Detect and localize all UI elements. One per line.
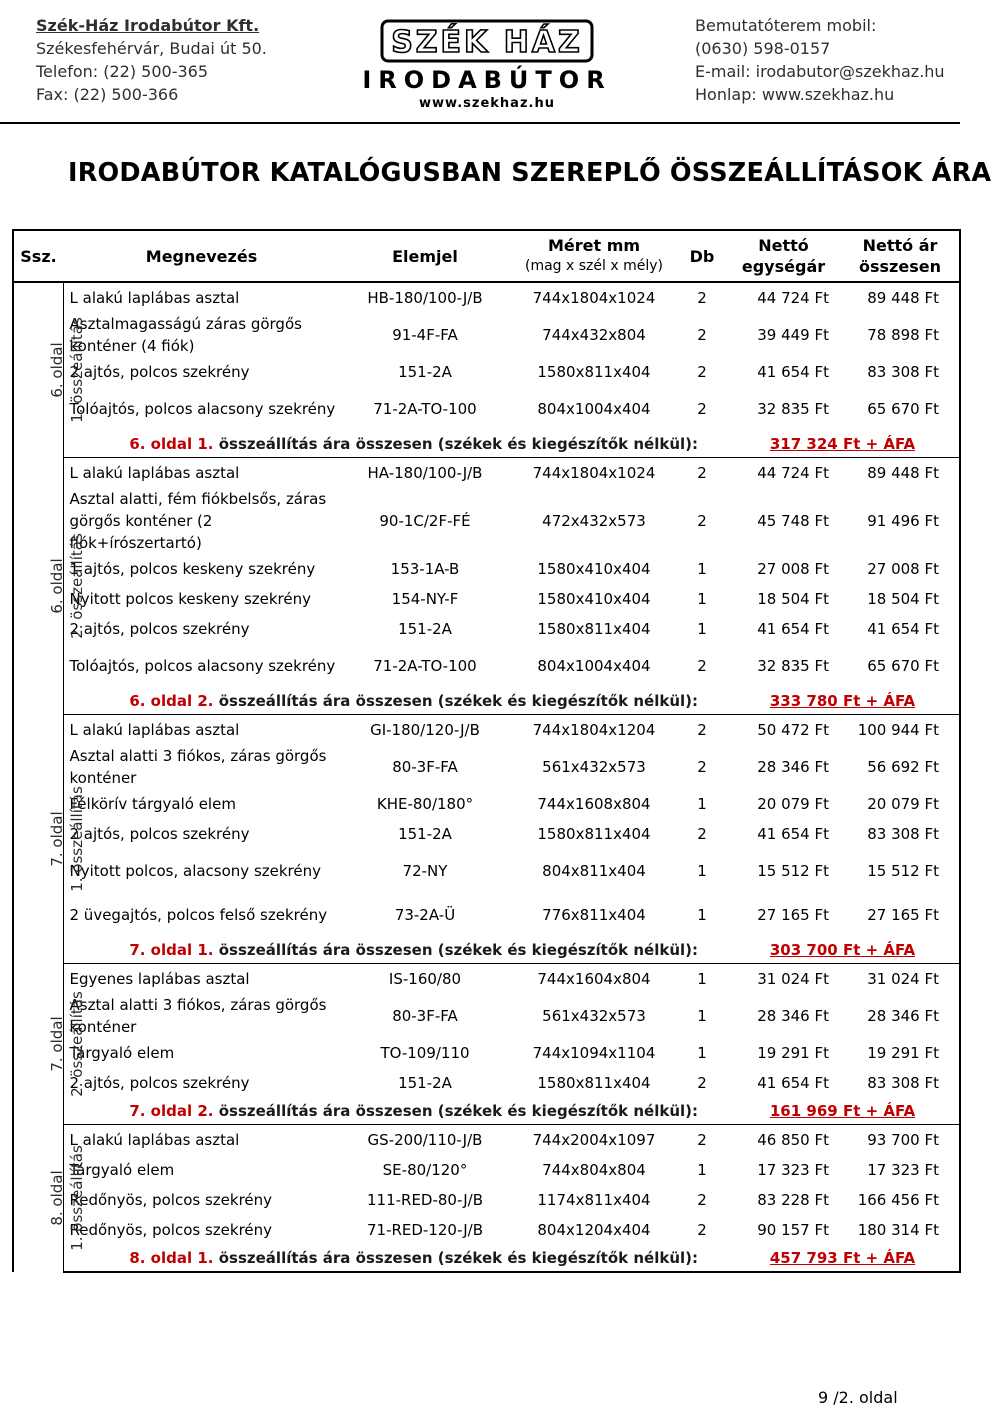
item-unit-price: 50 472 Ft <box>757 721 829 739</box>
section-set: 1. összeállítás <box>67 786 86 892</box>
section-label-text <box>47 991 87 1097</box>
item-total-price: 89 448 Ft <box>841 458 960 489</box>
item-name: Tolóajtós, polcos alacsony szekrény <box>69 657 336 675</box>
col-header-qty: Db <box>678 230 726 282</box>
section-set: 2. összeállítás <box>67 533 86 639</box>
item-qty: 2 <box>697 758 707 776</box>
item-unit-price: 27 165 Ft <box>757 906 829 924</box>
section-label-text <box>47 786 87 892</box>
col-header-code: Elemjel <box>340 230 510 282</box>
item-unit-price: 28 346 Ft <box>757 1007 829 1025</box>
item-total-price: 89 448 Ft <box>841 282 960 313</box>
item-size: 744x2004x1097 <box>532 1131 656 1149</box>
item-qty: 1 <box>697 862 707 880</box>
logo-url-text: www.szekhaz.hu <box>419 96 555 111</box>
item-code: 71-RED-120-J/B <box>366 1221 483 1239</box>
item-code: 71-2A-TO-100 <box>373 657 477 675</box>
item-unit-price: 44 724 Ft <box>757 464 829 482</box>
subtotal-row <box>13 431 960 458</box>
item-code: 71-2A-TO-100 <box>373 400 477 418</box>
section-set: 1. összeállítás <box>67 1145 86 1252</box>
item-code: 151-2A <box>398 825 452 843</box>
col-header-unit-line1: Nettó <box>758 236 809 255</box>
item-qty: 2 <box>697 1074 707 1092</box>
table-row <box>13 554 960 584</box>
subtotal-row <box>13 937 960 964</box>
item-code: 80-3F-FA <box>392 1007 458 1025</box>
subtotal-value: 303 700 Ft + ÁFA <box>726 937 960 964</box>
table-row <box>13 789 960 819</box>
item-total-price: 100 944 Ft <box>841 715 960 746</box>
item-size: 1580x410x404 <box>537 590 651 608</box>
subtotal-value: 317 324 Ft + ÁFA <box>726 431 960 458</box>
table-row <box>13 387 960 431</box>
subtotal-page-ref: 8. oldal 1. <box>129 1249 214 1267</box>
subtotal-page-ref: 7. oldal 1. <box>129 941 214 959</box>
item-name: 2 ajtós, polcos szekrény <box>69 363 250 381</box>
item-qty: 2 <box>697 1221 707 1239</box>
section-page: 6. oldal <box>47 558 66 614</box>
section-page: 8. oldal <box>47 1170 66 1226</box>
item-size: 804x1204x404 <box>537 1221 651 1239</box>
subtotal-page-ref: 6. oldal 2. <box>129 692 214 710</box>
item-name: Asztal alatti, fém fiókbelsős, záras görgős konténer (2 fiók+írószertartó) <box>69 490 327 552</box>
item-unit-price: 17 323 Ft <box>757 1161 829 1179</box>
item-name: 2 ajtós, polcos szekrény <box>69 1074 250 1092</box>
section-set: 1. összeállítás <box>67 317 86 424</box>
table-row <box>13 1125 960 1156</box>
item-name: Tárgyaló elem <box>69 1044 175 1062</box>
subtotal-page-ref: 6. oldal 1. <box>129 435 214 453</box>
item-code: KHE-80/180° <box>376 795 474 813</box>
item-total-price: 41 654 Ft <box>841 614 960 644</box>
item-size: 804x1004x404 <box>537 657 651 675</box>
item-name: L alakú laplábas asztal <box>69 721 240 739</box>
item-name: L alakú laplábas asztal <box>69 1131 240 1149</box>
col-header-size-sub: (mag x szél x mély) <box>525 258 663 274</box>
item-qty: 2 <box>697 825 707 843</box>
item-total-price: 83 308 Ft <box>841 819 960 849</box>
col-header-name: Megnevezés <box>63 230 340 282</box>
item-name: Asztal alatti 3 fiókos, záras görgős konténer <box>69 747 327 787</box>
section-page: 6. oldal <box>47 342 66 398</box>
subtotal-value: 161 969 Ft + ÁFA <box>726 1098 960 1125</box>
item-code: 151-2A <box>398 620 452 638</box>
subtotal-value: 333 780 Ft + ÁFA <box>726 688 960 715</box>
showroom-label: Bemutatóterem mobil: <box>695 16 877 35</box>
item-total-price: 65 670 Ft <box>841 387 960 431</box>
subtotal-label <box>63 1098 726 1125</box>
showroom-mobile: (0630) 598-0157 <box>695 39 831 58</box>
item-total-price: 56 692 Ft <box>841 745 960 789</box>
item-qty: 1 <box>697 1044 707 1062</box>
item-code: GI-180/120-J/B <box>370 721 480 739</box>
item-total-price: 180 314 Ft <box>841 1215 960 1245</box>
item-name: Nyitott polcos keskeny szekrény <box>69 590 312 608</box>
item-qty: 2 <box>697 657 707 675</box>
table-row <box>13 614 960 644</box>
item-total-price: 78 898 Ft <box>841 313 960 357</box>
item-total-price: 83 308 Ft <box>841 357 960 387</box>
item-size: 1580x811x404 <box>537 825 651 843</box>
item-total-price: 31 024 Ft <box>841 964 960 995</box>
section-page: 7. oldal <box>47 1016 66 1072</box>
item-unit-price: 27 008 Ft <box>757 560 829 578</box>
item-code: HA-180/100-J/B <box>367 464 483 482</box>
item-name: Félkörív tárgyaló elem <box>69 795 236 813</box>
subtotal-text: összeállítás ára összesen (székek és kiegészítők nélkül): <box>218 692 698 710</box>
item-qty: 2 <box>697 1191 707 1209</box>
item-total-price: 27 165 Ft <box>841 893 960 937</box>
item-size: 744x1094x1104 <box>532 1044 656 1062</box>
table-row <box>13 1215 960 1245</box>
item-unit-price: 32 835 Ft <box>757 657 829 675</box>
item-qty: 2 <box>697 512 707 530</box>
item-unit-price: 39 449 Ft <box>757 326 829 344</box>
item-unit-price: 32 835 Ft <box>757 400 829 418</box>
item-size: 1580x410x404 <box>537 560 651 578</box>
table-body <box>13 282 960 1272</box>
item-size: 776x811x404 <box>542 906 646 924</box>
table-header-row <box>13 230 960 282</box>
section-label <box>13 458 86 715</box>
item-unit-price: 41 654 Ft <box>757 620 829 638</box>
subtotal-text: összeállítás ára összesen (székek és kiegészítők nélkül): <box>218 1102 698 1120</box>
price-table <box>12 229 961 1273</box>
item-unit-price: 45 748 Ft <box>757 512 829 530</box>
subtotal-text: összeállítás ára összesen (székek és kiegészítők nélkül): <box>218 1249 698 1267</box>
item-qty: 2 <box>697 363 707 381</box>
subtotal-label <box>63 1245 726 1272</box>
item-size: 1580x811x404 <box>537 1074 651 1092</box>
col-header-size <box>510 230 678 282</box>
table-row <box>13 584 960 614</box>
company-fax: Fax: (22) 500-366 <box>36 85 179 104</box>
item-total-price: 91 496 Ft <box>841 488 960 554</box>
section-label <box>13 282 86 458</box>
subtotal-label <box>63 937 726 964</box>
item-qty: 2 <box>697 1131 707 1149</box>
company-phone: Telefon: (22) 500-365 <box>36 62 209 81</box>
item-total-price: 15 512 Ft <box>841 849 960 893</box>
item-size: 744x1804x1204 <box>532 721 656 739</box>
item-name: Egyenes laplábas asztal <box>69 970 250 988</box>
item-code: HB-180/100-J/B <box>367 289 483 307</box>
table-row <box>13 964 960 995</box>
item-unit-price: 18 504 Ft <box>757 590 829 608</box>
item-size: 744x1804x1024 <box>532 464 656 482</box>
table-row <box>13 819 960 849</box>
subtotal-text: összeállítás ára összesen (székek és kiegészítők nélkül): <box>218 941 698 959</box>
item-code: 91-4F-FA <box>392 326 458 344</box>
table-row <box>13 745 960 789</box>
col-header-size-main: Méret mm <box>547 236 641 255</box>
item-total-price: 93 700 Ft <box>841 1125 960 1156</box>
item-code: 80-3F-FA <box>392 758 458 776</box>
item-qty: 1 <box>697 620 707 638</box>
section-set: 2. összeállítás <box>67 991 86 1097</box>
table-row <box>13 458 960 489</box>
item-name: Nyitott polcos, alacsony szekrény <box>69 862 321 880</box>
section-label <box>13 1125 86 1273</box>
page-number: 9 /2. oldal <box>818 1388 898 1407</box>
item-qty: 1 <box>697 906 707 924</box>
item-unit-price: 90 157 Ft <box>757 1221 829 1239</box>
item-qty: 1 <box>697 795 707 813</box>
showroom-website: Honlap: www.szekhaz.hu <box>695 85 895 104</box>
table-row <box>13 1185 960 1215</box>
item-unit-price: 31 024 Ft <box>757 970 829 988</box>
item-total-price: 18 504 Ft <box>841 584 960 614</box>
item-unit-price: 28 346 Ft <box>757 758 829 776</box>
table-row <box>13 893 960 937</box>
col-header-ssz: Ssz. <box>13 230 63 282</box>
item-size: 561x432x573 <box>542 1007 646 1025</box>
item-code: 72-NY <box>402 862 448 880</box>
letterhead <box>0 0 960 124</box>
item-code: SE-80/120° <box>382 1161 468 1179</box>
subtotal-row <box>13 1245 960 1272</box>
item-size: 744x432x804 <box>542 326 646 344</box>
col-header-total-price <box>841 230 960 282</box>
item-name: Redőnyös, polcos szekrény <box>69 1191 273 1209</box>
subtotal-text: összeállítás ára összesen (székek és kiegészítők nélkül): <box>218 435 698 453</box>
page-title: IRODABÚTOR KATALÓGUSBAN SZEREPLŐ ÖSSZEÁLLÍTÁSOK ÁRA <box>68 158 991 188</box>
item-name: Tolóajtós, polcos alacsony szekrény <box>69 400 336 418</box>
table-row <box>13 313 960 357</box>
table-row <box>13 282 960 313</box>
section-label-text <box>47 533 87 639</box>
item-qty: 1 <box>697 560 707 578</box>
item-name: L alakú laplábas asztal <box>69 464 240 482</box>
item-code: 90-1C/2F-FÉ <box>379 512 471 530</box>
item-total-price: 83 308 Ft <box>841 1068 960 1098</box>
item-code: 153-1A-B <box>390 560 460 578</box>
section-page: 7. oldal <box>47 811 66 867</box>
item-code: IS-160/80 <box>388 970 462 988</box>
item-qty: 1 <box>697 970 707 988</box>
item-total-price: 19 291 Ft <box>841 1038 960 1068</box>
showroom-email: E-mail: irodabutor@szekhaz.hu <box>695 62 945 81</box>
logo-top-text: SZÉK HÁZ <box>391 25 583 60</box>
item-unit-price: 41 654 Ft <box>757 363 829 381</box>
col-header-unit-line2: egységár <box>741 257 826 276</box>
item-qty: 2 <box>697 464 707 482</box>
item-name: 1 ajtós, polcos keskeny szekrény <box>69 560 316 578</box>
table-row <box>13 849 960 893</box>
col-header-total-line2: összesen <box>859 257 941 276</box>
item-qty: 2 <box>697 721 707 739</box>
item-name: Tárgyaló elem <box>69 1161 175 1179</box>
item-code: 154-NY-F <box>391 590 459 608</box>
table-row <box>13 1155 960 1185</box>
item-size: 744x804x804 <box>542 1161 646 1179</box>
showroom-info <box>695 14 945 106</box>
item-name: Asztalmagasságú záras görgős konténer (4 fiók) <box>69 315 302 355</box>
table-row <box>13 644 960 688</box>
company-info <box>36 14 267 106</box>
item-name: Redőnyös, polcos szekrény <box>69 1221 273 1239</box>
company-address: Székesfehérvár, Budai út 50. <box>36 39 267 58</box>
subtotal-row <box>13 1098 960 1125</box>
item-size: 804x811x404 <box>542 862 646 880</box>
table-row <box>13 715 960 746</box>
section-label-text <box>47 1145 87 1251</box>
company-name: Szék-Ház Irodabútor Kft. <box>36 16 260 35</box>
item-unit-price: 20 079 Ft <box>757 795 829 813</box>
item-size: 744x1608x804 <box>537 795 651 813</box>
item-size: 1580x811x404 <box>537 620 651 638</box>
col-header-total-line1: Nettó ár <box>862 236 938 255</box>
item-name: 2 ajtós, polcos szekrény <box>69 620 250 638</box>
item-size: 472x432x573 <box>542 512 646 530</box>
subtotal-value: 457 793 Ft + ÁFA <box>726 1245 960 1272</box>
item-code: 73-2A-Ü <box>394 906 456 924</box>
table-row <box>13 1068 960 1098</box>
item-size: 744x1604x804 <box>537 970 651 988</box>
item-unit-price: 41 654 Ft <box>757 1074 829 1092</box>
section-label-text <box>47 317 87 423</box>
item-unit-price: 83 228 Ft <box>757 1191 829 1209</box>
item-qty: 1 <box>697 1161 707 1179</box>
item-name: 2 ajtós, polcos szekrény <box>69 825 250 843</box>
item-code: 151-2A <box>398 363 452 381</box>
item-total-price: 20 079 Ft <box>841 789 960 819</box>
subtotal-label <box>63 431 726 458</box>
item-name: L alakú laplábas asztal <box>69 289 240 307</box>
item-total-price: 17 323 Ft <box>841 1155 960 1185</box>
item-name: Asztal alatti 3 fiókos, záras görgős konténer <box>69 996 327 1036</box>
item-unit-price: 41 654 Ft <box>757 825 829 843</box>
item-size: 1174x811x404 <box>537 1191 651 1209</box>
item-qty: 2 <box>697 326 707 344</box>
item-size: 561x432x573 <box>542 758 646 776</box>
item-size: 744x1804x1024 <box>532 289 656 307</box>
table-row <box>13 1038 960 1068</box>
item-unit-price: 19 291 Ft <box>757 1044 829 1062</box>
item-qty: 2 <box>697 400 707 418</box>
item-total-price: 28 346 Ft <box>841 994 960 1038</box>
logo-middle-text: IRODABÚTOR <box>362 66 612 94</box>
item-code: GS-200/110-J/B <box>367 1131 483 1149</box>
section-label <box>13 964 86 1125</box>
item-name: 2 üvegajtós, polcos felső szekrény <box>69 906 328 924</box>
item-qty: 2 <box>697 289 707 307</box>
table-row <box>13 488 960 554</box>
item-total-price: 27 008 Ft <box>841 554 960 584</box>
item-code: 151-2A <box>398 1074 452 1092</box>
item-total-price: 166 456 Ft <box>841 1185 960 1215</box>
item-total-price: 65 670 Ft <box>841 644 960 688</box>
section-label <box>13 715 86 964</box>
item-code: 111-RED-80-J/B <box>366 1191 483 1209</box>
item-unit-price: 46 850 Ft <box>757 1131 829 1149</box>
col-header-unit-price <box>726 230 841 282</box>
table-row <box>13 994 960 1038</box>
item-unit-price: 44 724 Ft <box>757 289 829 307</box>
table-row <box>13 357 960 387</box>
item-size: 1580x811x404 <box>537 363 651 381</box>
item-unit-price: 15 512 Ft <box>757 862 829 880</box>
item-qty: 1 <box>697 1007 707 1025</box>
item-size: 804x1004x404 <box>537 400 651 418</box>
item-qty: 1 <box>697 590 707 608</box>
subtotal-row <box>13 688 960 715</box>
item-code: TO-109/110 <box>380 1044 470 1062</box>
subtotal-label <box>63 688 726 715</box>
company-logo <box>362 18 612 112</box>
subtotal-page-ref: 7. oldal 2. <box>129 1102 214 1120</box>
